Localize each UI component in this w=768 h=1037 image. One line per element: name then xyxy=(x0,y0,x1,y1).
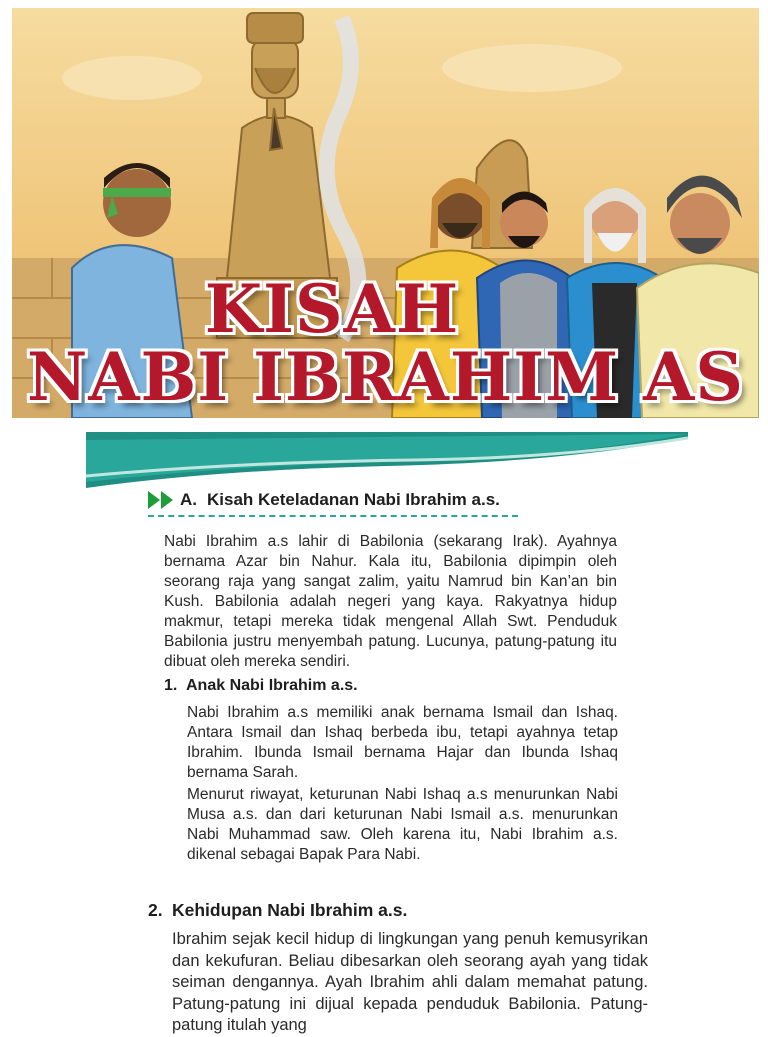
hero-illustration xyxy=(12,8,759,418)
hero-title-line1: KISAH xyxy=(204,270,460,348)
double-arrow-icon xyxy=(148,491,174,509)
anak-paragraph-1: Nabi Ibrahim a.s memiliki anak bernama Ismail dan Ishaq. Antara Ismail dan Ishaq berbeda ibu, tetapi ayahnya tetap Ibrahim. Ibunda Ismail bernama Hajar dan Ibunda Ishaq bernama Sarah. xyxy=(187,704,618,781)
subheading-title: Kehidupan Nabi Ibrahim a.s. xyxy=(172,900,408,920)
subheading-title: Anak Nabi Ibrahim a.s. xyxy=(186,677,358,694)
section-marker: A. xyxy=(180,490,197,509)
subheading-number: 2. xyxy=(148,900,163,920)
section-underline xyxy=(148,515,518,517)
subheading-number: 1. xyxy=(164,677,178,694)
kehidupan-paragraph-1: Ibrahim sejak kecil hidup di lingkungan yang penuh kemusyrikan dan kekufuran. Beliau dibesarkan oleh seorang ayah yang tidak seiman dengannya. Ayah Ibrahim ahli dalam memahat patung. Patung-patung ini dijual kepada penduduk Babilonia. Patung-patung itulah yang xyxy=(172,930,648,1034)
subheading-anak-nabi-ibrahim xyxy=(164,677,358,695)
anak-paragraph-2: Menurut riwayat, keturunan Nabi Ishaq a.s menurunkan Nabi Musa a.s. dan dari keturunan Nabi Ismail a.s. menurunkan Nabi Muhammad saw. Oleh karena itu, Nabi Ibrahim a.s. dikenal sebagai Bapak Para Nabi. xyxy=(187,786,618,863)
section-title: Kisah Keteladanan Nabi Ibrahim a.s. xyxy=(207,490,500,509)
section-heading xyxy=(148,490,500,510)
subheading-kehidupan-nabi-ibrahim xyxy=(148,900,407,921)
intro-paragraph: Nabi Ibrahim a.s lahir di Babilonia (sekarang Irak). Ayahnya bernama Azar bin Nahur. Kala itu, Babilonia dipimpin oleh seorang raja yang sangat zalim, yaitu Namrud bin Kan’an bin Kush. Babilonia adalah negeri yang kaya. Rakyatnya hidup makmur, tetapi mereka tidak mengenal Allah Swt. Penduduk Babilonia justru menyembah patung. Lucunya, patung-patung itu dibuat oleh mereka sendiri. xyxy=(164,533,617,670)
hero-title-line2: NABI IBRAHIM AS xyxy=(26,338,745,416)
decorative-wave-banner xyxy=(86,432,688,488)
